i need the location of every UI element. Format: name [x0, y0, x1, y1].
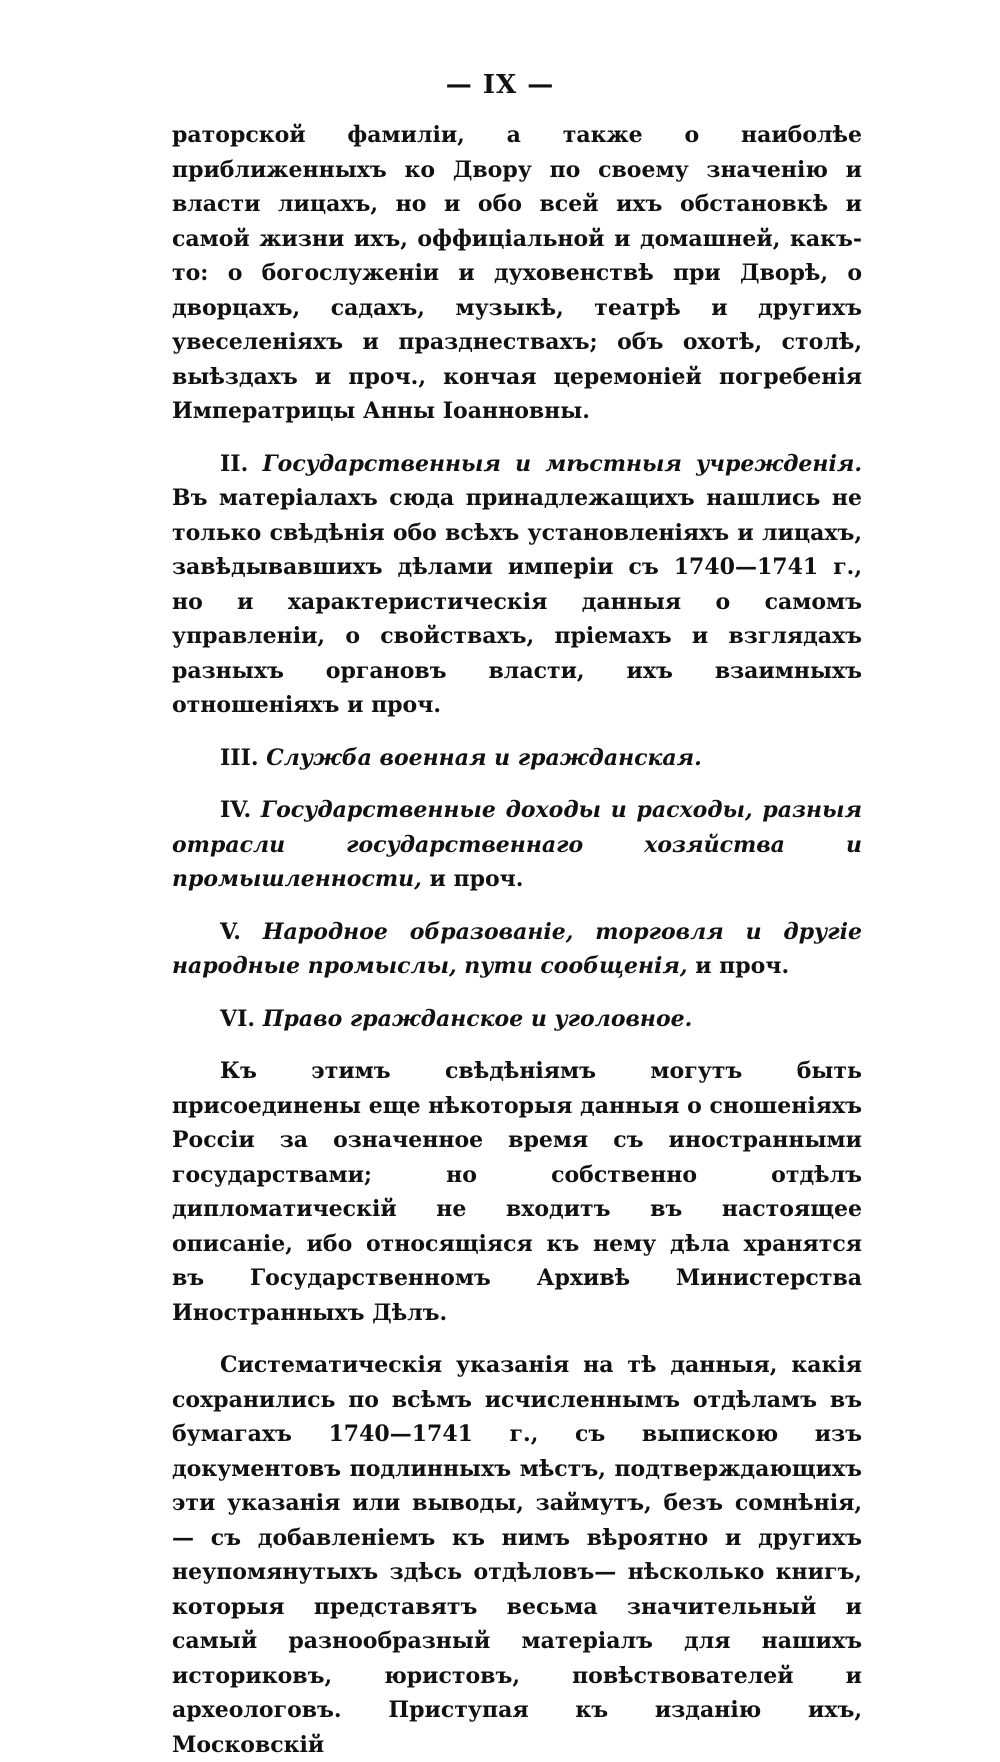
paragraph-court: раторской фамиліи, а также о наиболѣе приближенныхъ ко Двору по своему значенію и власти лицахъ, но и обо всей ихъ обстановкѣ и самой жизни ихъ, оффиціальной и домашней, какъ-то: о богослуженіи и духовенствѣ при Дворѣ, о дворцахъ, садахъ, музыкѣ, театрѣ и другихъ увеселеніяхъ и празднествахъ; объ охотѣ, столѣ, выѣздахъ и проч., кончая церемоніей погребенія Императрицы Анны Іоанновны. — [172, 122, 862, 424]
section-5 — [172, 915, 862, 984]
section-2 — [172, 447, 862, 723]
section-3-numeral: III. — [220, 744, 259, 771]
section-2-numeral: II. — [220, 450, 249, 477]
section-5-text: и проч. — [695, 953, 790, 979]
paragraph-systematic: Систематическія указанія на тѣ данныя, какія сохранились по всѣмъ исчисленнымъ отдѣламъ въ бумагахъ 1740—1741 г., съ выпискою изъ документовъ подлинныхъ мѣстъ, подтверждающихъ эти указанія или выводы, займутъ, безъ сомнѣнія, — съ добавленіемъ къ нимъ вѣроятно и другихъ неупомянутыхъ здѣсь отдѣловъ— нѣсколько книгъ, которыя представятъ весьма значительный и самый разнообразный матеріалъ для нашихъ историковъ, юристовъ, повѣствователей и археологовъ. Приступая къ изданію ихъ, Московскій — [172, 1352, 862, 1758]
section-6-title: Право гражданское и уголовное. — [262, 1005, 693, 1032]
section-3-title: Служба военная и гражданская. — [266, 744, 702, 771]
section-4-text: и проч. — [429, 866, 524, 892]
page-body — [172, 118, 862, 1762]
page-number-header: — IX — — [445, 70, 555, 100]
section-5-numeral: V. — [220, 918, 241, 945]
section-4-title: Государственные доходы и расходы, разныя отрасли государственнаго хозяйства и промышленности, — [172, 797, 862, 892]
paragraph-foreign-relations: Къ этимъ свѣдѣніямъ могутъ быть присоединены еще нѣкоторыя данныя о сношеніяхъ Россіи за означенное время съ иностранными государствами; но собственно отдѣлъ дипломатическій не входитъ въ настоящее описаніе, ибо относящіяся къ нему дѣла хранятся въ Государственномъ Архивѣ Министерства Иностранныхъ Дѣлъ. — [172, 1058, 862, 1326]
section-6 — [172, 1002, 862, 1037]
section-4 — [172, 793, 862, 897]
section-4-numeral: IV. — [220, 797, 252, 823]
section-3 — [172, 741, 862, 776]
section-6-numeral: VI. — [220, 1005, 256, 1032]
section-5-title: Народное образованіе, торговля и другіе народные промыслы, пути сообщенія, — [172, 918, 862, 979]
section-2-title: Государственныя и мѣстныя учрежденія. — [262, 450, 862, 477]
section-2-text: Въ матеріалахъ сюда принадлежащихъ нашлись не только свѣдѣнія обо всѣхъ установленіяхъ и лицахъ, завѣдывавшихъ дѣлами имперіи съ 1740—1741 г., но и характеристическія данныя о самомъ управленіи, о свойствахъ, пріемахъ и взглядахъ разныхъ органовъ власти, ихъ взаимныхъ отношеніяхъ и проч. — [172, 485, 862, 718]
